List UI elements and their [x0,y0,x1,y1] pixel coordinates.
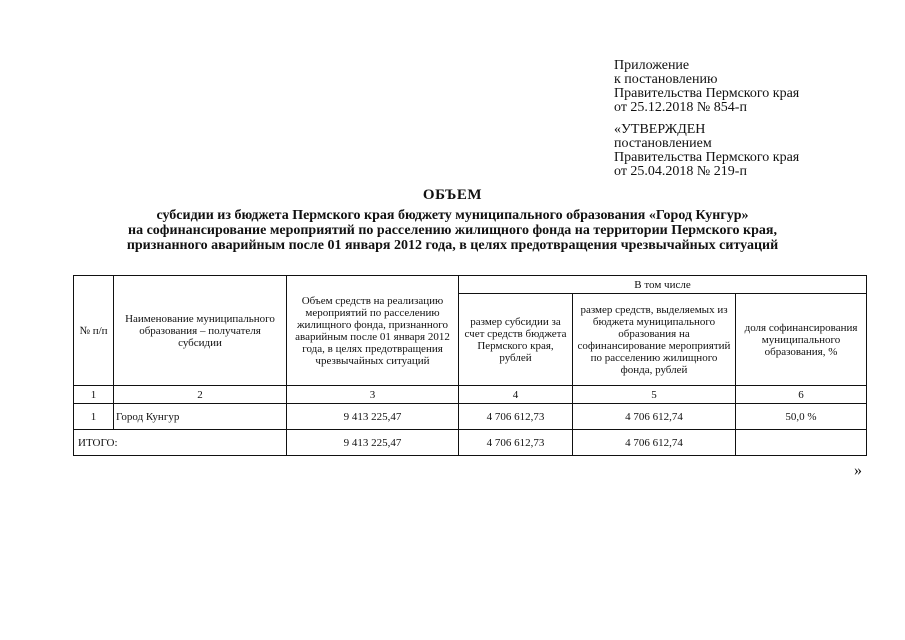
approval-line: Правительства Пермского края [614,150,800,165]
row-name: Город Кунгур [114,404,287,430]
subtitle-line: признанного аварийным после 01 января 2012 года, в целях предотвращения чрезвычайных ситуаций [126,238,779,253]
header-num: № п/п [74,276,114,386]
totals-subsidy: 4 706 612,73 [459,430,573,456]
subsidy-table [73,275,867,456]
table-row [74,404,867,430]
header-municipal: размер средств, выделяемых из бюджета муниципального образования на софинансирование мероприятий по расселению жилищного фонда, рублей [573,294,736,386]
column-number: 3 [287,386,459,404]
row-share: 50,0 % [736,404,867,430]
row-municipal: 4 706 612,74 [573,404,736,430]
totals-share [736,430,867,456]
appendix-header [614,59,799,115]
document-title: ОБЪЕМ [422,187,483,203]
header-share: доля софинансирования муниципального образования, % [736,294,867,386]
column-number: 4 [459,386,573,404]
row-num: 1 [74,404,114,430]
totals-municipal: 4 706 612,74 [573,430,736,456]
column-number: 1 [74,386,114,404]
header-name: Наименование муниципального образования – получателя субсидии [114,276,287,386]
approval-line: «УТВЕРЖДЕН [614,122,706,137]
appendix-line: к постановлению [614,72,718,87]
header-group: В том числе [459,276,867,294]
appendix-line: Приложение [614,58,690,73]
row-subsidy: 4 706 612,73 [459,404,573,430]
totals-total: 9 413 225,47 [287,430,459,456]
subtitle-line: субсидии из бюджета Пермского края бюджету муниципального образования «Город Кунгур» [156,208,749,223]
header-subsidy: размер субсидии за счет средств бюджета Пермского края, рублей [459,294,573,386]
column-number: 5 [573,386,736,404]
closing-quote: » [854,462,862,479]
subtitle-line: на софинансирование мероприятий по расселению жилищного фонда на территории Пермского края, [128,223,777,238]
document-subtitle [0,208,905,253]
totals-row [74,430,867,456]
column-number: 6 [736,386,867,404]
totals-label: ИТОГО: [74,430,287,456]
row-total: 9 413 225,47 [287,404,459,430]
column-number: 2 [114,386,287,404]
column-number-row [74,386,867,404]
approval-line: постановлением [614,136,712,151]
approval-header [614,123,799,179]
appendix-line: от 25.12.2018 № 854-п [614,100,747,115]
approval-line: от 25.04.2018 № 219-п [614,164,747,179]
header-total: Объем средств на реализацию мероприятий по расселению жилищного фонда, признанного аварийным после 01 января 2012 года, в целях предотвращения чрезвычайных ситуаций [287,276,459,386]
appendix-line: Правительства Пермского края [614,86,800,101]
